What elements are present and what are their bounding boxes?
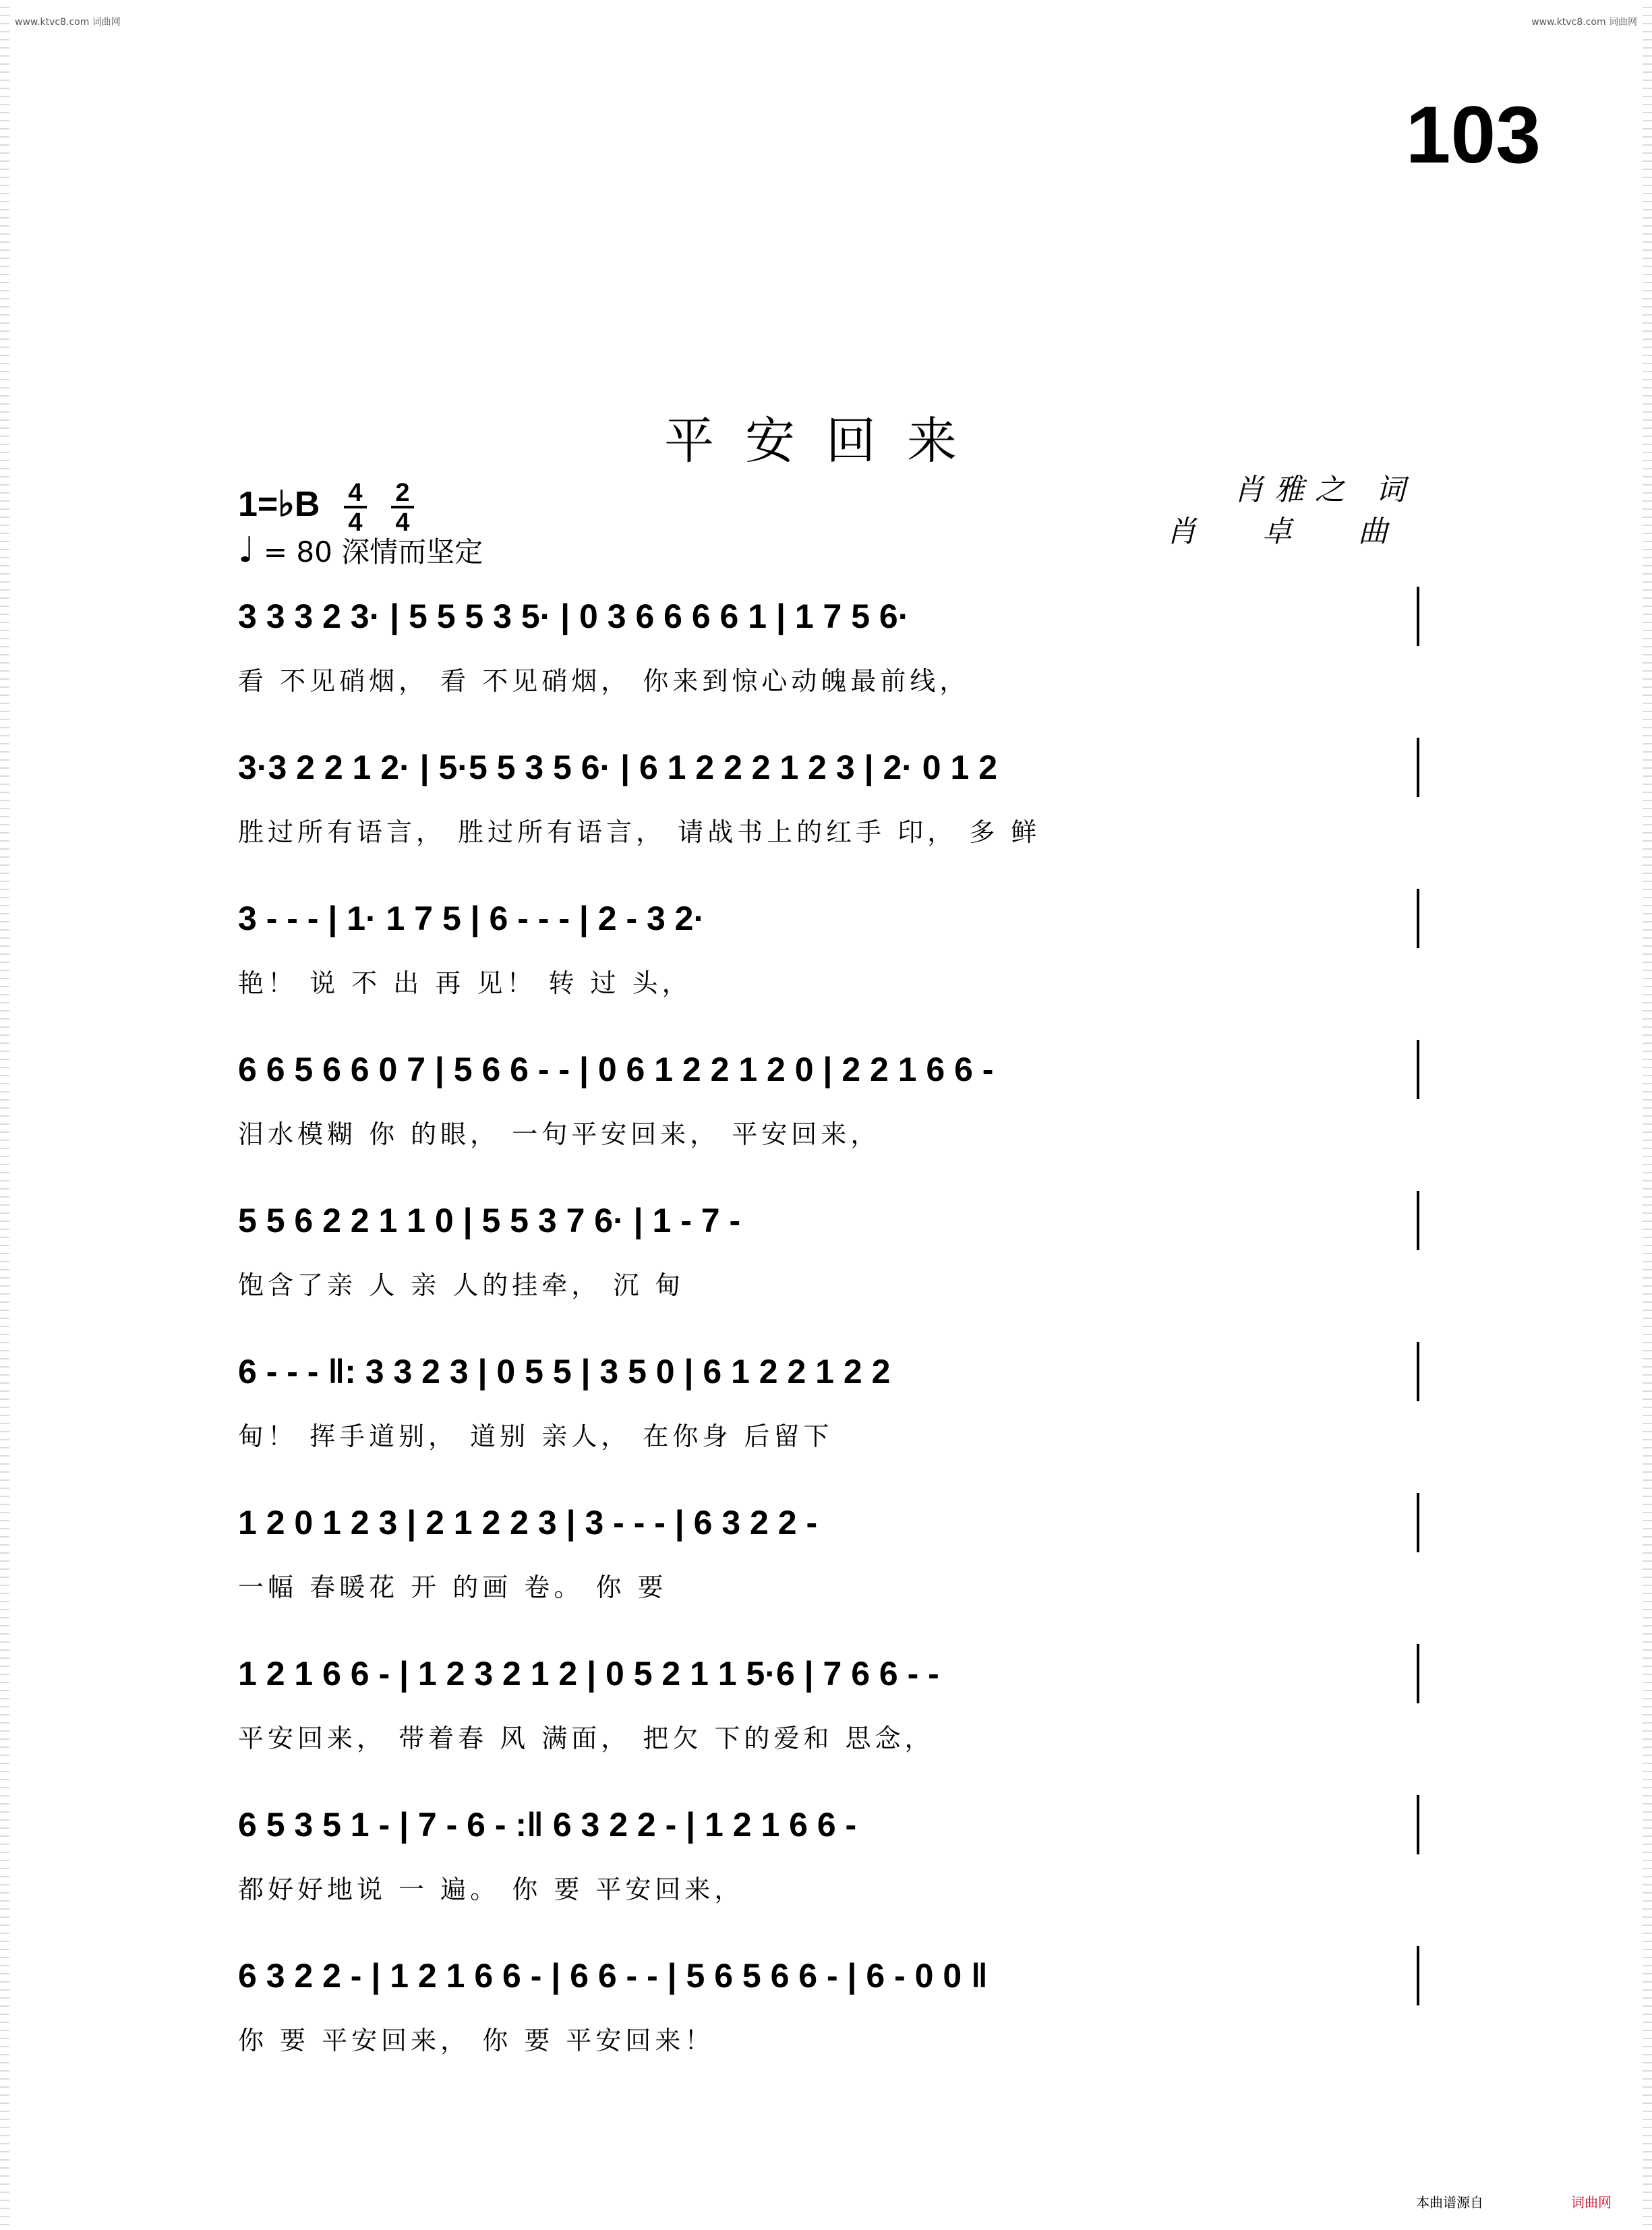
song-title: 平安回来 bbox=[664, 412, 988, 470]
lyricist-credit: 肖雅之 词 bbox=[1234, 473, 1416, 507]
key-signature: 1=♭B bbox=[238, 485, 320, 524]
score-system-3 bbox=[238, 889, 1419, 1040]
notation-line: 6 - - - ‖: 3 3 2 3 | 0 5 5 | 3 5 0 | 6 1 2 2 1 2 2 bbox=[238, 1342, 1419, 1401]
footer-site-logo[interactable]: 词曲网 bbox=[1571, 2194, 1612, 2210]
notation-line: 6 6 5 6 6 0 7 | 5 6 6 - - | 0 6 1 2 2 1 2 0 | 2 2 1 6 6 - bbox=[238, 1040, 1419, 1099]
site-header-left: www.ktvc8.com 词曲网 bbox=[15, 17, 121, 28]
score-system-9 bbox=[238, 1795, 1419, 1946]
tempo-marking bbox=[238, 530, 483, 570]
score-system-2 bbox=[238, 738, 1419, 889]
score-system-1 bbox=[238, 587, 1419, 738]
score-system-6 bbox=[238, 1342, 1419, 1493]
lyrics-line: 甸！ 挥手道别， 道别 亲人， 在你身 后留下 bbox=[238, 1421, 833, 1451]
lyrics-line: 平安回来， 带着春 风 满面， 把欠 下的爱和 思念， bbox=[238, 1724, 935, 1753]
notation-line: 5 5 6 2 2 1 1 0 | 5 5 3 7 6· | 1 - 7 - bbox=[238, 1191, 1419, 1250]
lyrics-line: 看 不见硝烟， 看 不见硝烟， 你来到惊心动魄最前线， bbox=[238, 666, 970, 696]
meter1-numerator: 4 bbox=[348, 479, 363, 507]
lyrics-line: 胜过所有语言， 胜过所有语言， 请战书上的红手 印， 多 鲜 bbox=[238, 817, 1041, 847]
notation-line: 3 - - - | 1· 1 7 5 | 6 - - - | 2 - 3 2· bbox=[238, 889, 1419, 948]
time-signature-2 bbox=[391, 480, 414, 535]
meter2-numerator: 2 bbox=[395, 479, 410, 507]
score-system-5 bbox=[238, 1191, 1419, 1342]
notation-line: 1 2 0 1 2 3 | 2 1 2 2 3 | 3 - - - | 6 3 2 2 - bbox=[238, 1493, 1419, 1552]
site-header-right: www.ktvc8.com 词曲网 bbox=[1531, 17, 1637, 28]
score-system-10 bbox=[238, 1946, 1419, 2097]
meter1-denominator: 4 bbox=[344, 506, 367, 535]
score-system-4 bbox=[238, 1040, 1419, 1191]
footer-source-text: 本曲谱源自 bbox=[1416, 2194, 1483, 2210]
score-system-7 bbox=[238, 1493, 1419, 1644]
lyrics-line: 泪水模糊 你 的眼， 一句平安回来， 平安回来， bbox=[238, 1119, 881, 1149]
left-border-strip bbox=[0, 0, 9, 2230]
notation-line: 6 3 2 2 - | 1 2 1 6 6 - | 6 6 - - | 5 6 5 6 6 - | 6 - 0 0 ‖ bbox=[238, 1946, 1419, 2005]
lyrics-line: 一幅 春暖花 开 的画 卷。 你 要 bbox=[238, 1573, 668, 1602]
right-border-strip bbox=[1643, 0, 1652, 2230]
score bbox=[238, 587, 1419, 2097]
meter2-denominator: 4 bbox=[391, 506, 414, 535]
composer-credit: 肖 卓 曲 bbox=[1167, 515, 1416, 549]
lyrics-line: 艳！ 说 不 出 再 见！ 转 过 头， bbox=[238, 968, 692, 998]
quarter-note-icon: ♩ bbox=[238, 530, 255, 570]
lyrics-line: 都好好地说 一 遍。 你 要 平安回来， bbox=[238, 1875, 744, 1904]
notation-line: 6 5 3 5 1 - | 7 - 6 - :‖ 6 3 2 2 - | 1 2 1 6 6 - bbox=[238, 1795, 1419, 1854]
notation-line: 3·3 2 2 1 2· | 5·5 5 3 5 6· | 6 1 2 2 2 1 2 3 | 2· 0 1 2 bbox=[238, 738, 1419, 797]
score-system-8 bbox=[238, 1644, 1419, 1795]
notation-line: 1 2 1 6 6 - | 1 2 3 2 1 2 | 0 5 2 1 1 5·6 | 7 6 6 - - bbox=[238, 1644, 1419, 1703]
expression-text: 深情而坚定 bbox=[341, 535, 483, 568]
page-number: 103 bbox=[1405, 90, 1541, 180]
lyrics-line: 饱含了亲 人 亲 人的挂牵， 沉 甸 bbox=[238, 1270, 685, 1300]
tempo-value: = 80 bbox=[263, 535, 332, 568]
time-signature-1 bbox=[344, 480, 367, 535]
lyrics-line: 你 要 平安回来， 你 要 平安回来！ bbox=[238, 2026, 715, 2055]
notation-line: 3 3 3 2 3· | 5 5 5 3 5· | 0 3 6 6 6 6 1 | 1 7 5 6· bbox=[238, 587, 1419, 646]
